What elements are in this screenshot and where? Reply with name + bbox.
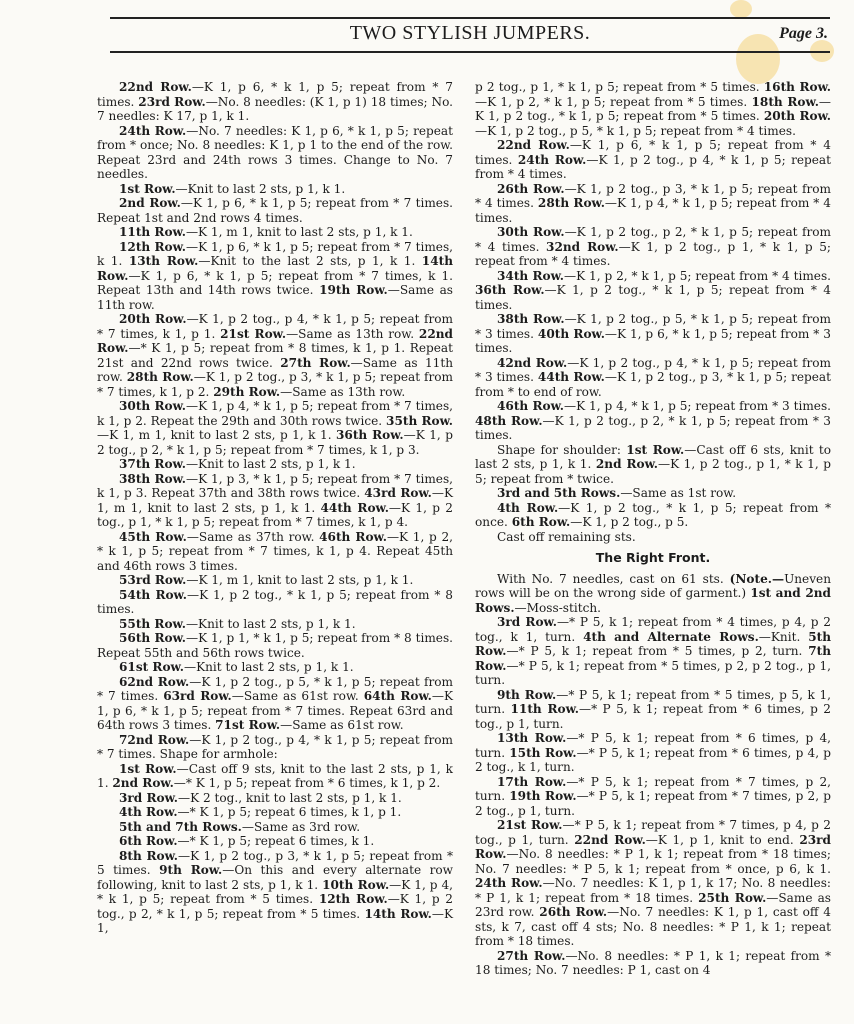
- row-label: 44th Row.: [537, 370, 605, 384]
- row-label: 20th Row.: [119, 312, 187, 326]
- instruction-paragraph: [475, 530, 831, 545]
- instruction-text: —K 1, p 6, * k 1, p 5; repeat from * 7 times, k 1.: [97, 239, 453, 268]
- instruction-text: —K 1, p 2 tog., p 4, * k 1, p 5; repeat from * 4 times.: [475, 152, 832, 181]
- page-header: [110, 17, 830, 55]
- instruction-text: —K 1, p 2 tog., p 2, * k 1, p 5; repeat from * 3 times.: [475, 413, 831, 442]
- header-rule-top: [110, 17, 830, 19]
- instruction-text: —Knit to last 2 sts, p 1, k 1.: [183, 660, 354, 674]
- right-column: [475, 80, 831, 978]
- instruction-text: —K 1, p 2 tog., p 2, * k 1, p 5; repeat from * 7 times, k 1, p 3.: [97, 428, 453, 457]
- row-label: 22nd Row.: [497, 138, 570, 152]
- row-label: 1st Row.: [119, 761, 177, 776]
- row-label: 4th Row.: [497, 500, 559, 515]
- instruction-text: —No. 8 needles: * P 1, k 1; repeat from * 18 times; No. 7 needles: * P 5, k 1; repeat from * once, p 6, k 1.: [475, 847, 831, 876]
- instruction-text: —K 1, p 6, * k 1, p 5; repeat from * 3 times.: [475, 326, 831, 355]
- row-label: 34th Row.: [497, 268, 564, 283]
- row-label: 36th Row.: [475, 283, 545, 297]
- row-label: 44th Row.: [320, 500, 389, 515]
- row-label: 19th Row.: [319, 283, 388, 297]
- instruction-text: —No. 7 needles: K 1, p 6, * k 1, p 5; repeat from * once; No. 8 needles: K 1, p 1 to the end of the row. Repeat 23rd and 24th rows 3 times. Change to No. 7 needles.: [97, 123, 453, 181]
- instruction-text: p 2 tog., p 1, * k 1, p 5; repeat from * 5 times.: [475, 80, 764, 94]
- row-label: 23rd Row.: [138, 94, 206, 109]
- row-label: 12th Row.: [318, 892, 388, 906]
- row-label: 46th Row.: [497, 399, 564, 413]
- instruction-text: Uneven rows will be on the wrong side of garment.): [475, 571, 831, 600]
- instruction-paragraph: [97, 805, 453, 820]
- row-label: 29th Row.: [213, 384, 281, 399]
- instruction-paragraph: [97, 675, 453, 733]
- row-label: 4th Row.: [119, 805, 178, 819]
- instruction-text: —Same as 11th row.: [97, 283, 453, 312]
- instruction-paragraph: [97, 573, 453, 588]
- instruction-text: —Same as 11th row.: [97, 355, 453, 384]
- instruction-text: —K 1, p 2 tog., p 4, * k 1, p 5; repeat from * 7 times. Shape for armhole:: [97, 732, 453, 761]
- row-label: 14th Row.: [364, 906, 432, 921]
- instruction-paragraph: [97, 196, 453, 225]
- row-label: (Note.—: [729, 571, 785, 586]
- instruction-text: —* P 5, k 1; repeat from * 4 times, p 4, p 2 tog., k 1, turn.: [475, 615, 831, 644]
- row-label: 71st Row.: [215, 718, 281, 732]
- instruction-text: —Cast off 6 sts, knit to last 2 sts, p 1, k 1.: [475, 442, 831, 471]
- instruction-text: —On this and every alternate row following, knit to last 2 sts, p 1, k 1.: [97, 863, 453, 892]
- instruction-text: —K 1, p 6, * k 1, p 5; repeat from * 7 times. Repeat 63rd and 64th rows 3 times.: [97, 689, 453, 732]
- instruction-text: —* P 5, k 1; repeat from * 5 times, p 2, turn.: [506, 644, 809, 658]
- row-label: 17th Row.: [497, 774, 567, 789]
- row-label: 15th Row.: [509, 745, 577, 760]
- row-label: 20th Row.: [763, 109, 831, 123]
- row-label: 64th Row.: [363, 689, 432, 703]
- instruction-text: —Cast off 9 sts, knit to the last 2 sts, p 1, k 1.: [97, 761, 453, 790]
- row-label: 2nd Row.: [595, 457, 658, 471]
- row-label: 37th Row.: [119, 457, 186, 471]
- instruction-text: —* P 5, k 1; repeat from * 7 times, p 2, p 2 tog., p 1, turn.: [475, 789, 831, 818]
- row-label: 23rd Row.: [475, 832, 831, 861]
- row-label: 48th Row.: [475, 413, 543, 428]
- instruction-text: —Same as 13th row.: [286, 326, 419, 341]
- paper-stain: [730, 0, 752, 18]
- instruction-text: —* P 5, k 1; repeat from * 7 times, p 2, turn.: [475, 774, 831, 803]
- instruction-paragraph: [97, 631, 453, 660]
- instruction-text: —K 1, p 4, * k 1, p 5; repeat from * 7 times, k 1, p 2. Repeat the 29th and 30th rows twice.: [97, 399, 453, 428]
- page-number: Page 3.: [779, 25, 828, 42]
- instruction-paragraph: [97, 240, 453, 313]
- instruction-paragraph: [97, 660, 453, 675]
- row-label: 5th and 7th Rows.: [119, 819, 242, 834]
- row-label: 9th Row.: [497, 687, 557, 702]
- row-label: 2nd Row.: [112, 776, 174, 790]
- instruction-text: —K 1, p 2 tog., p 5, * k 1, p 5; repeat from * 3 times.: [475, 312, 831, 341]
- row-label: 10th Row.: [322, 877, 390, 892]
- row-label: 27th Row.: [497, 948, 566, 963]
- row-label: 12th Row.: [119, 239, 186, 254]
- instruction-text: —K 1, p 2 tog., p 2, * k 1, p 5; repeat from * 5 times.: [97, 892, 453, 921]
- instruction-text: —* P 5, k 1; repeat from * 7 times, p 4, p 2 tog., p 1, turn.: [475, 818, 831, 847]
- row-label: 22nd Row.: [119, 80, 192, 94]
- instruction-text: —K 1, p 3, * k 1, p 5; repeat from * 7 times, k 1, p 3. Repeat 37th and 38th rows twice.: [97, 471, 453, 500]
- row-label: 21st Row.: [497, 818, 563, 832]
- row-label: 46th Row.: [319, 529, 387, 544]
- instruction-text: Cast off remaining sts.: [497, 529, 636, 544]
- row-label: 24th Row.: [517, 152, 587, 167]
- row-label: 25th Row.: [698, 890, 767, 905]
- row-label: 4th and Alternate Rows.: [583, 629, 759, 644]
- instruction-paragraph: [475, 80, 831, 138]
- instruction-paragraph: [475, 138, 831, 182]
- instruction-text: —K 1, p 2 tog., * k 1, p 5; repeat from * once.: [475, 500, 831, 529]
- row-label: 13th Row.: [128, 254, 199, 268]
- instruction-paragraph: [97, 849, 453, 936]
- row-label: 1st and 2nd Rows.: [475, 586, 831, 615]
- instruction-paragraph: [475, 312, 831, 356]
- instruction-text: —K 1, p 2 tog., p 4, * k 1, p 5; repeat from * 7 times, k 1, p 1.: [97, 312, 453, 341]
- row-label: 35th Row.: [386, 413, 453, 428]
- instruction-text: —Moss-stitch.: [514, 600, 602, 615]
- row-label: 61st Row.: [119, 660, 184, 674]
- instruction-paragraph: [97, 617, 453, 632]
- row-label: 38th Row.: [119, 471, 186, 486]
- row-label: 2nd Row.: [119, 196, 181, 210]
- instruction-text: —* P 5, k 1; repeat from * 6 times, p 2 tog., p 1, turn.: [475, 702, 831, 731]
- instruction-text: —K 1, p 2, * k 1, p 5; repeat from * 5 times.: [475, 94, 752, 109]
- instruction-paragraph: [97, 399, 453, 457]
- instruction-text: —K 1, p 2 tog., * k 1, p 5; repeat from * 8 times.: [97, 587, 453, 616]
- instruction-text: —No. 7 needles: K 1, p 1, cast off 4 sts, k 7, cast off 4 sts; No. 8 needles: * P 1, k 1; repeat from * 18 times.: [475, 905, 831, 948]
- section-title-right-front: The Right Front.: [595, 550, 711, 565]
- instruction-paragraph: [97, 124, 453, 182]
- instruction-text: —K 1, p 2 tog., p 5.: [570, 515, 689, 529]
- instruction-paragraph: [97, 820, 453, 835]
- instruction-paragraph: [97, 530, 453, 574]
- instruction-text: —K 1, m 1, knit to last 2 sts, p 1, k 1.: [97, 486, 453, 515]
- row-label: 3rd and 5th Rows.: [497, 486, 621, 500]
- instruction-paragraph: [97, 733, 453, 762]
- instruction-text: —K 1, p 2 tog., p 1, * k 1, p 5; repeat from * 4 times.: [475, 239, 831, 268]
- row-label: 45th Row.: [119, 529, 187, 544]
- row-label: 1st Row.: [119, 181, 176, 196]
- instruction-paragraph: [97, 472, 453, 530]
- row-label: 11th Row.: [119, 225, 186, 239]
- row-label: 36th Row.: [336, 428, 404, 442]
- row-label: 28th Row.: [126, 370, 194, 384]
- instruction-text: —K 1, p 4, * k 1, p 5; repeat from * 4 times.: [475, 196, 831, 225]
- instruction-text: —K 2 tog., knit to last 2 sts, p 1, k 1.: [177, 790, 402, 805]
- row-label: 42nd Row.: [497, 355, 568, 370]
- instruction-text: —K 1, p 4, * k 1, p 5; repeat from * 3 times.: [564, 399, 831, 413]
- instruction-text: —K 1, p 2 tog., p 1, * k 1, p 5; repeat from * 7 times, k 1, p 4.: [97, 500, 453, 529]
- row-label: 56th Row.: [119, 631, 186, 645]
- back-shoulder-instructions: [475, 80, 831, 544]
- instruction-text: —K 1, p 2 tog., * k 1, p 5; repeat from * 5 times.: [475, 94, 831, 123]
- row-label: 55th Row.: [119, 616, 186, 631]
- row-label: 11th Row.: [510, 702, 579, 716]
- row-label: 53rd Row.: [119, 573, 187, 587]
- instruction-paragraph: [475, 572, 831, 616]
- right-front-instructions: [475, 572, 831, 978]
- instruction-text: Shape for shoulder:: [497, 442, 627, 457]
- row-label: 8th Row.: [119, 848, 179, 863]
- instruction-text: —K 1, p 1, knit to end.: [645, 832, 800, 847]
- instruction-text: With No. 7 needles, cast on 61 sts.: [497, 571, 730, 586]
- instruction-paragraph: [475, 688, 831, 732]
- page-title: TWO STYLISH JUMPERS.: [349, 22, 591, 44]
- instruction-text: —K 1, m 1, knit to last 2 sts, p 1, k 1.: [186, 573, 414, 587]
- row-label: 26th Row.: [539, 905, 608, 919]
- instruction-paragraph: [475, 269, 831, 313]
- row-label: 54th Row.: [119, 587, 187, 602]
- instruction-text: —K 1, p 6, * k 1, p 5; repeat from * 7 times, k 1. Repeat 13th and 14th rows twice.: [97, 268, 453, 297]
- instruction-text: —Same as 61st row.: [231, 689, 364, 703]
- row-label: 18th Row.: [751, 94, 819, 109]
- instruction-text: —K 1, p 2 tog., p 1, * k 1, p 5; repeat from * twice.: [475, 457, 831, 486]
- instruction-paragraph: [475, 818, 831, 949]
- instruction-text: —K 1, p 6, * k 1, p 5; repeat from * 4 times.: [475, 138, 831, 167]
- instruction-text: —Same as 37th row.: [186, 529, 320, 544]
- instruction-paragraph: [97, 182, 453, 197]
- row-label: 24th Row.: [119, 123, 187, 138]
- instruction-text: —No. 8 needles: * P 1, k 1; repeat from * 18 times; No. 7 needles: P 1, cast on 4: [475, 948, 831, 977]
- instruction-paragraph: [97, 457, 453, 472]
- instruction-text: —Same as 1st row.: [620, 486, 737, 500]
- instruction-paragraph: [475, 225, 831, 269]
- instruction-text: —* K 1, p 5; repeat from * 6 times, k 1, p 2.: [173, 776, 441, 790]
- instruction-text: —K 1, p 2 tog., p 3, * k 1, p 5; repeat from * 7 times, k 1, p 2.: [97, 370, 453, 399]
- instruction-paragraph: [475, 949, 831, 978]
- instruction-text: —K 1, p 2, * k 1, p 5; repeat from * 4 times.: [564, 268, 831, 283]
- row-label: 14th Row.: [97, 254, 453, 283]
- row-label: 6th Row.: [119, 834, 178, 848]
- instruction-text: —K 1, p 2 tog., p 4, * k 1, p 5; repeat from * 3 times.: [475, 355, 831, 384]
- instruction-paragraph: [475, 486, 831, 501]
- row-label: 22nd Row.: [97, 326, 453, 355]
- row-label: 16th Row.: [763, 80, 831, 94]
- instruction-text: —K 1, p 2 tog., p 5, * k 1, p 5; repeat from * 4 times.: [475, 123, 796, 138]
- instruction-text: —K 1, p 2 tog., p 2, * k 1, p 5; repeat from * 4 times.: [475, 225, 831, 254]
- row-label: 3rd Row.: [497, 615, 557, 629]
- instruction-text: —K 1, p 2 tog., p 3, * k 1, p 5; repeat from * to end of row.: [475, 370, 831, 399]
- instruction-text: —Knit to last 2 sts, p 1, k 1.: [185, 457, 356, 471]
- instruction-text: —Knit.: [758, 629, 809, 644]
- instruction-text: —Same as 13th row.: [280, 384, 406, 399]
- row-label: 24th Row.: [475, 876, 543, 890]
- instruction-paragraph: [97, 834, 453, 849]
- instruction-paragraph: [475, 615, 831, 688]
- row-label: 43rd Row.: [364, 486, 432, 500]
- row-label: 38th Row.: [497, 312, 565, 326]
- instruction-text: —K 1, p 4, * k 1, p 5; repeat from * 5 times.: [97, 877, 453, 906]
- instruction-text: —K 1, p 1, * k 1, p 5; repeat from * 8 times. Repeat 55th and 56th rows twice.: [97, 631, 453, 660]
- instruction-text: —Knit to last 2 sts, p 1, k 1.: [185, 616, 356, 631]
- instruction-paragraph: [475, 501, 831, 530]
- row-label: 22nd Row.: [574, 832, 646, 847]
- row-label: 40th Row.: [537, 326, 605, 341]
- instruction-paragraph: [97, 791, 453, 806]
- instruction-text: —Knit to last 2 sts, p 1, k 1.: [175, 181, 346, 196]
- instruction-text: —K 1, p 6, * k 1, p 5; repeat from * 7 times.: [97, 80, 453, 109]
- instruction-text: —* P 5, k 1; repeat from * 5 times, p 5, k 1, turn.: [475, 687, 831, 716]
- row-label: 32nd Row.: [546, 239, 619, 254]
- header-rule-bottom: [110, 51, 830, 53]
- instruction-text: —K 1, p 6, * k 1, p 5; repeat from * 7 times. Repeat 1st and 2nd rows 4 times.: [97, 196, 453, 225]
- instruction-paragraph: [475, 443, 831, 487]
- row-label: 9th Row.: [159, 863, 223, 877]
- instruction-paragraph: [475, 356, 831, 400]
- instruction-text: —K 1, p 2 tog., p 5, * k 1, p 5; repeat from * 7 times.: [97, 674, 453, 703]
- row-label: 1st Row.: [626, 442, 685, 457]
- instruction-paragraph: [97, 762, 453, 791]
- row-label: 21st Row.: [220, 326, 287, 341]
- row-label: 63rd Row.: [163, 689, 232, 703]
- instruction-text: —Same as 23rd row.: [475, 890, 831, 919]
- instruction-text: —K 1, p 2 tog., p 3, * k 1, p 5; repeat from * 5 times.: [97, 848, 453, 877]
- instruction-text: —K 1, m 1, knit to last 2 sts, p 1, k 1.: [97, 428, 337, 442]
- row-label: 26th Row.: [497, 181, 565, 196]
- instruction-text: —* P 5, k 1; repeat from * 6 times, p 4, turn.: [475, 731, 831, 760]
- row-label: 6th Row.: [511, 515, 571, 529]
- row-label: 30th Row.: [119, 399, 186, 413]
- instruction-paragraph: [97, 588, 453, 617]
- instruction-text: —K 1, p 2, * k 1, p 5; repeat from * 7 times, k 1, p 4. Repeat 45th and 46th rows 3 times.: [97, 529, 453, 573]
- row-label: 3rd Row.: [119, 790, 178, 805]
- row-label: 28th Row.: [537, 196, 605, 210]
- instruction-text: —* K 1, p 5; repeat 6 times, k 1.: [177, 834, 375, 848]
- row-label: 27th Row.: [280, 355, 351, 370]
- row-label: 72nd Row.: [119, 732, 190, 747]
- instruction-text: —* K 1, p 5; repeat from * 8 times, k 1, p 1. Repeat 21st and 22nd rows twice.: [97, 341, 453, 370]
- instruction-text: —* P 5, k 1; repeat from * 6 times, p 4, p 2 tog., k 1, turn.: [475, 745, 831, 774]
- row-label: 62nd Row.: [119, 674, 190, 689]
- instruction-paragraph: [97, 312, 453, 399]
- row-label: 13th Row.: [497, 731, 567, 745]
- instruction-text: —K 1, m 1, knit to last 2 sts, p 1, k 1.: [185, 225, 413, 239]
- instruction-text: —K 1,: [97, 906, 453, 935]
- instruction-text: —* P 5, k 1; repeat from * 5 times, p 2, p 2 tog., p 1, turn.: [475, 658, 831, 687]
- instruction-text: —Same as 61st row.: [280, 718, 404, 732]
- row-label: 30th Row.: [497, 225, 565, 239]
- row-label: 5th Row.: [475, 629, 831, 658]
- row-label: 7th Row.: [475, 644, 831, 673]
- left-column: [97, 80, 453, 936]
- instruction-paragraph: [475, 182, 831, 226]
- instruction-text: —Knit to the last 2 sts, p 1, k 1.: [198, 254, 422, 268]
- instruction-text: —No. 7 needles: K 1, p 1, k 17; No. 8 needles: * P 1, k 1; repeat from * 18 times.: [475, 876, 831, 905]
- instruction-text: —No. 8 needles: (K 1, p 1) 18 times; No. 7 needles: K 17, p 1, k 1.: [97, 94, 453, 123]
- instruction-paragraph: [97, 80, 453, 124]
- instruction-text: —Same as 3rd row.: [241, 819, 361, 834]
- instruction-text: —* K 1, p 5; repeat 6 times, k 1, p 1.: [177, 805, 402, 819]
- instruction-paragraph: [97, 225, 453, 240]
- instruction-paragraph: [475, 775, 831, 819]
- instruction-text: —K 1, p 2 tog., * k 1, p 5; repeat from * 4 times.: [475, 283, 831, 312]
- instruction-text: —K 1, p 2 tog., p 3, * k 1, p 5; repeat from * 4 times.: [475, 181, 831, 210]
- instruction-paragraph: [475, 731, 831, 775]
- row-label: 19th Row.: [509, 789, 577, 803]
- instruction-paragraph: [475, 399, 831, 443]
